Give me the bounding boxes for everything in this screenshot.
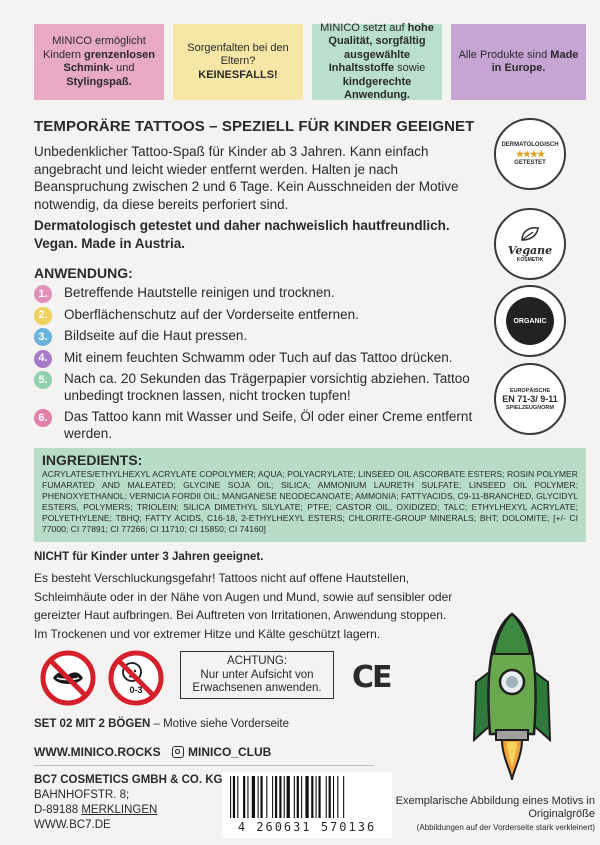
intro-bold-text: Dermatologisch getestet und daher nachweislich hautfreundlich. Vegan. Made in Austria. — [34, 218, 450, 251]
feature-bold: Made in Europe. — [491, 48, 579, 74]
warning-title: ACHTUNG: — [226, 655, 288, 667]
divider — [34, 765, 374, 766]
step-text: Betreffende Hautstelle reinigen und trocknen. — [64, 285, 335, 300]
feature-boxes — [34, 21, 586, 101]
no-mouth-icon — [40, 650, 96, 706]
step-text: Oberflächenschutz auf der Vorderseite entfernen. — [64, 306, 359, 322]
feature-box-europe — [451, 24, 586, 100]
feature-bold: kindgerechte Anwendung. — [342, 75, 412, 101]
intro-text: Unbedenklicher Tattoo-Spaß für Kinder ab 3 Jahren. Kann einfach angebracht und leicht wieder entfernt werden. Halten je nach Beanspruchung zwischen 2 und 6 Tage. Kein Ausschneiden der Motive notwendig, da diese bereits perforiert sind. — [34, 144, 459, 212]
feature-bold: grenzenlosen Schmink- — [63, 48, 155, 74]
feature-text: MINICO ermöglicht Kindern — [43, 35, 146, 61]
usage-step — [34, 409, 474, 442]
company-street: BAHNHOFSTR. 8; — [34, 789, 130, 801]
set-description: – Motive siehe Vorderseite — [150, 718, 290, 730]
instagram-icon — [172, 746, 184, 758]
usage-step — [34, 328, 474, 345]
barcode — [222, 772, 392, 838]
safety-warning-text: Es besteht Verschluckungsgefahr! Tattoos nicht auf offene Hautstellen, Schleimhäute oder in der Nähe von Augen und Mund, sowie auf sensibler oder gereizter Haut aufbringen. Bei Auftreten von Irritationen, Anwendung stoppen. Im Trockenen und vor extremer Hitze und Kälte geschützt lagern. — [34, 571, 453, 641]
step-number-badge: 2. — [34, 307, 52, 325]
badge-top-text: EUROPÄISCHE — [509, 387, 551, 394]
illustration-caption — [390, 795, 595, 834]
feature-text: sowie — [394, 62, 426, 74]
step-number-badge: 5. — [34, 371, 52, 389]
supervision-warning-box — [180, 651, 334, 699]
star-icons: ★★★★ — [515, 148, 545, 159]
age-range-label: 0-3 — [129, 685, 143, 695]
en-standard-text: EN 71-3/ 9-11 — [502, 393, 558, 404]
feature-bold: hohe Qualität, sorgfältig ausgewählte Inhaltsstoffe — [328, 21, 434, 74]
warning-text: Nur unter Aufsicht von Erwachsenen anwenden. — [192, 668, 322, 694]
organic-badge — [494, 285, 566, 357]
usage-title: ANWENDUNG: — [34, 265, 133, 281]
step-text: Nach ca. 20 Sekunden das Trägerpapier vorsichtig abziehen. Tattoo unbedingt trocknen lassen, nicht trocken tupfen! — [64, 371, 470, 403]
ingredients-box — [34, 448, 586, 542]
step-text: Das Tattoo kann mit Wasser und Seife, Öl oder einer Creme entfernt werden. — [64, 409, 473, 441]
instagram-text: MINICO_CLUB — [188, 745, 272, 759]
set-info — [34, 718, 289, 730]
badge-top-text: DERMATOLOGISCH — [501, 141, 559, 148]
dermatologically-tested-badge — [494, 118, 566, 190]
step-number-badge: 6. — [34, 409, 52, 427]
usage-steps — [34, 285, 474, 447]
toy-standard-badge — [494, 363, 566, 435]
feature-bold: Stylingspaß. — [66, 75, 132, 88]
barcode-bars — [230, 776, 384, 818]
vegan-badge — [494, 208, 566, 280]
caption-main: Exemplarische Abbildung eines Motivs in Originalgröße — [395, 795, 595, 820]
ce-mark: CE — [352, 660, 391, 695]
company-zip: D-89188 — [34, 804, 82, 816]
website-link[interactable]: WWW.MINICO.ROCKS — [34, 745, 161, 759]
company-name: BC7 COSMETICS GMBH & CO. KG — [34, 774, 223, 786]
step-number-badge: 1. — [34, 285, 52, 303]
rocket-tattoo-illustration — [466, 612, 558, 782]
organic-text: ORGANIC — [506, 297, 554, 345]
feature-box-fun — [34, 24, 164, 100]
set-title: SET 02 MIT 2 BÖGEN — [34, 718, 151, 730]
vegan-text: Vegane — [507, 243, 553, 257]
feature-text: und — [113, 62, 135, 74]
instagram-handle[interactable] — [172, 745, 271, 759]
company-address — [34, 773, 222, 833]
barcode-number: 4 260631 570136 — [237, 820, 377, 834]
caption-small: (Abbildungen auf der Vorderseite stark verkleinert) — [416, 823, 595, 832]
leaf-icon — [519, 226, 541, 242]
step-text: Mit einem feuchten Schwamm oder Tuch auf das Tattoo drücken. — [64, 349, 453, 365]
feature-text: MINICO setzt auf — [320, 21, 408, 34]
vegan-sub-text: KOSMETIK — [516, 256, 544, 263]
ingredients-title: INGREDIENTS: — [42, 452, 143, 468]
step-text: Bildseite auf die Haut pressen. — [64, 328, 248, 343]
headline: TEMPORÄRE TATTOOS – SPEZIELL FÜR KINDER GEEIGNET — [34, 118, 475, 135]
feature-box-quality — [312, 21, 442, 101]
badge-bottom-text: GETESTET — [514, 159, 546, 166]
usage-step — [34, 285, 474, 302]
usage-step — [34, 307, 474, 324]
feature-bold: KEINESFALLS! — [198, 68, 278, 81]
feature-text: Sorgenfalten bei den Eltern? — [187, 41, 289, 68]
ingredients-list: ACRYLATES/ETHYLHEXYL ACRYLATE COPOLYMER; AQUA; POLYACRYLATE; LINSEED OIL ASCORBATE ESTERS; ROSIN POLYMER FUMARATED AND MALEATED; GLYCINE SOJA OIL; SILICA; AMMONIUM LAURETH SULFATE; LINSEED OIL POLYMER; PHENOXYETHANOL; VERNICIA FORDII OIL; MANGANESE NEODECANOATE; AMMONIA; FATTYACIDS, C9-11-BRANCHED, GLYCIDYL ESTERS, POLYMERS; TRIOLEIN; SILICA DIMETHYL SILYLATE; PTFE; CASTOR OIL, OXIDIZED; TALC; ETHYLHEXYL ACRYLATE; POLYETHYLENE; TBHQ; FATTY ACIDS, C16-18, 2-ETHYLHEXYL ESTERS; CHLORITE-GROUP MINERALS; BHT; DOLOMITE; [+/- CI 77000; CI 77891; CI 77266; CI 11710; CI 15850; CI 74160] — [42, 469, 578, 534]
company-website[interactable]: WWW.BC7.DE — [34, 819, 111, 831]
company-city: MERKLINGEN — [81, 804, 158, 816]
age-warning: NICHT für Kinder unter 3 Jahren geeignet. — [34, 551, 264, 563]
usage-step — [34, 350, 474, 367]
usage-step — [34, 371, 474, 404]
not-for-under-3-icon — [108, 650, 164, 706]
badge-bottom-text: SPIELZEUGNORM — [506, 404, 554, 411]
feature-text: Alle Produkte sind — [458, 48, 551, 61]
feature-box-parents — [173, 24, 303, 100]
step-number-badge: 4. — [34, 350, 52, 368]
step-number-badge: 3. — [34, 328, 52, 346]
